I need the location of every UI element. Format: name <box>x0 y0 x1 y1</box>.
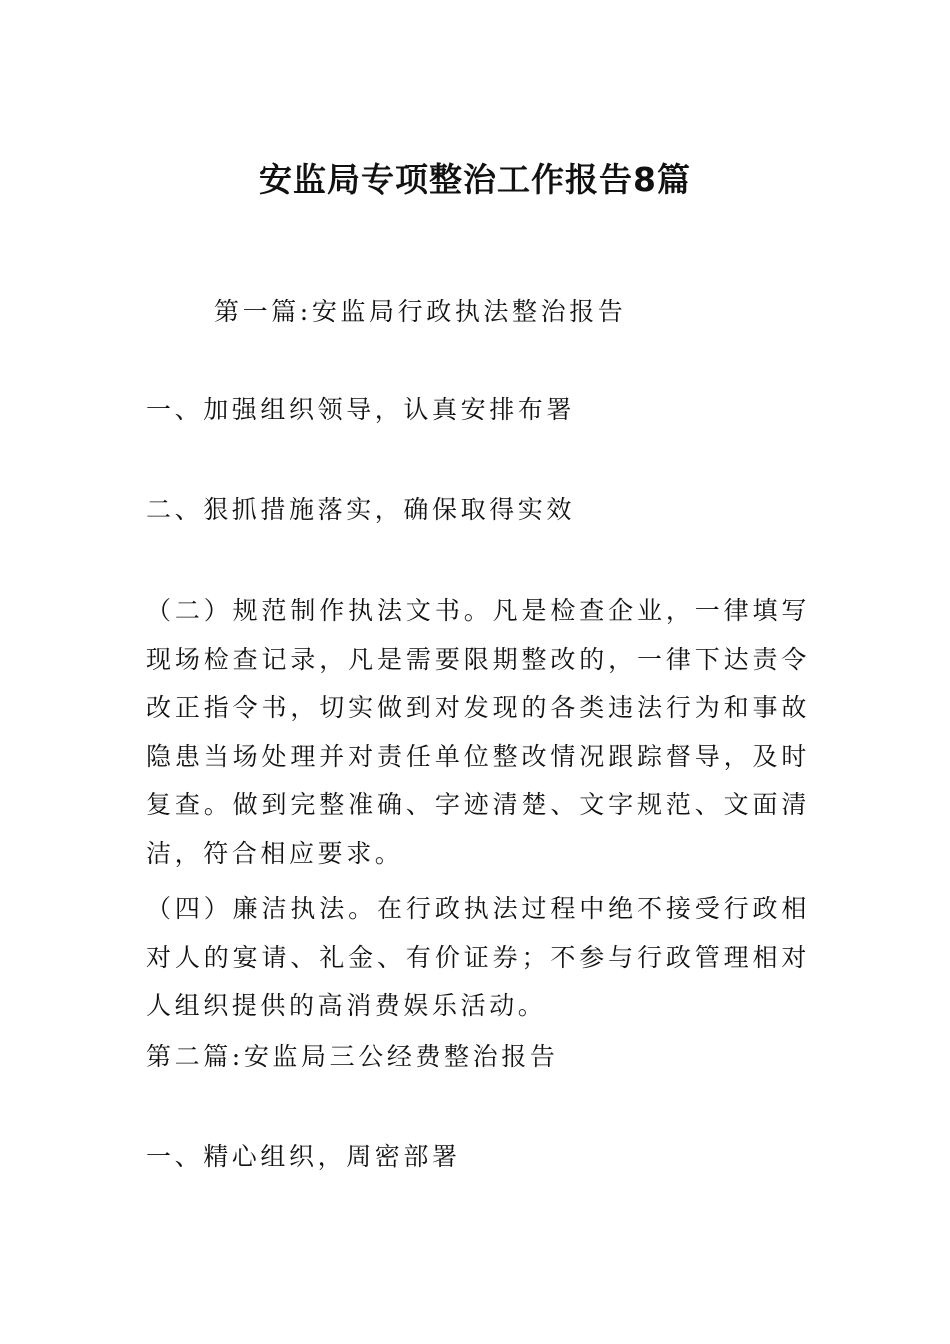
part1-paragraph-4: （四）廉洁执法。在行政执法过程中绝不接受行政相对人的宴请、礼金、有价证券；不参与行政管理相对人组织提供的高消费娱乐活动。 <box>146 894 810 1020</box>
part1-section-1: 一、加强组织领导，认真安排布署 <box>146 395 576 424</box>
document-title: 安监局专项整治工作报告8篇 <box>259 160 691 199</box>
part1-section-2: 二、狠抓措施落实，确保取得实效 <box>146 495 576 524</box>
part2-heading: 第二篇:安监局三公经费整治报告 <box>146 1042 559 1071</box>
part2-section-1: 一、精心组织，周密部署 <box>146 1142 461 1171</box>
part1-paragraph-2: （二）规范制作执法文书。凡是检查企业，一律填写现场检查记录，凡是需要限期整改的，一律下达责令改正指令书，切实做到对发现的各类违法行为和事故隐患当场处理并对责任单位整改情况跟踪督导，及时复查。做到完整准确、字迹清楚、文字规范、文面清洁，符合相应要求。 <box>146 596 810 868</box>
part1-heading: 第一篇:安监局行政执法整治报告 <box>214 297 627 326</box>
